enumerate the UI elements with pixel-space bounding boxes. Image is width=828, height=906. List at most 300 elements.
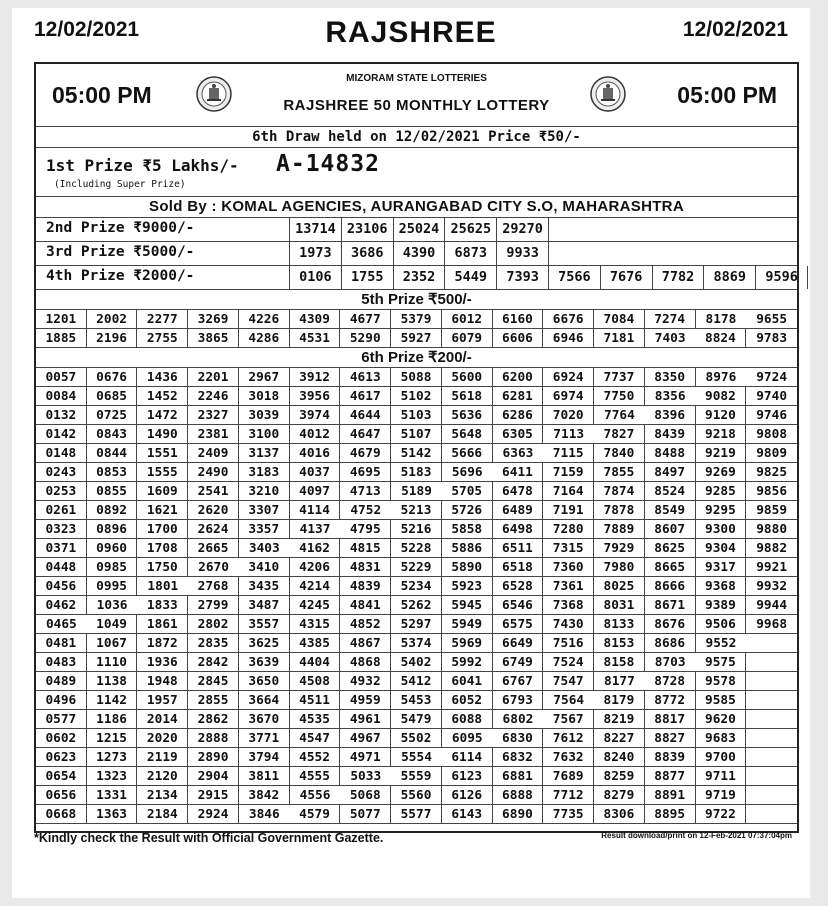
first-prize [36,148,797,197]
ticket-number-cell: 0656 [36,786,87,805]
ticket-number-cell: 2855 [188,691,239,710]
ticket-number-cell: 2381 [188,425,239,444]
ticket-number-cell: 1201 [36,310,87,329]
ticket-number-cell: 8306 [594,805,645,824]
ticket-number-cell: 1323 [87,767,138,786]
ticket-number-cell: 9317 [696,558,747,577]
ticket-number-cell: 0602 [36,729,87,748]
ticket-number-cell: 2184 [137,805,188,824]
ticket-number-cell: 1067 [87,634,138,653]
ticket-number-cell: 0371 [36,539,87,558]
ticket-number-cell: 3650 [239,672,290,691]
ticket-number-cell: 5142 [391,444,442,463]
ticket-number-cell: 4531 [290,329,341,348]
winning-number: 29270 [496,218,549,241]
ticket-number-cell: 0960 [87,539,138,558]
ticket-number-cell: 9506 [696,615,747,634]
winning-number: 3686 [341,242,393,265]
ticket-number-cell [746,710,797,729]
ticket-header [36,64,797,127]
ticket-number-cell: 8676 [645,615,696,634]
ticket-number-cell: 4286 [239,329,290,348]
ticket-number-cell: 4547 [290,729,341,748]
winning-number: 9596 [755,266,808,289]
ticket-number-cell: 6305 [493,425,544,444]
ticket-number-cell: 4556 [290,786,341,805]
ticket-number-cell: 0132 [36,406,87,425]
ticket-number-cell: 2755 [137,329,188,348]
ticket-number-cell: 1049 [87,615,138,634]
ticket-number-cell: 3137 [239,444,290,463]
ticket-number-cell: 4016 [290,444,341,463]
winning-number: 23106 [341,218,393,241]
ticket-number-cell: 6546 [493,596,544,615]
ticket-number-cell: 4617 [340,387,391,406]
ticket-number-cell: 7889 [594,520,645,539]
ticket-number-cell: 0462 [36,596,87,615]
ticket-number-cell: 3846 [239,805,290,824]
winning-number: 7676 [600,266,652,289]
ticket-number-cell: 3557 [239,615,290,634]
ticket-number-cell: 8177 [594,672,645,691]
ticket-number-cell: 1555 [137,463,188,482]
ticket-number-cell: 2888 [188,729,239,748]
ticket-number-cell [746,691,797,710]
ticket-number-cell: 4867 [340,634,391,653]
ticket-number-cell: 5502 [391,729,442,748]
ticket-number-cell: 5262 [391,596,442,615]
ticket-number-cell: 2541 [188,482,239,501]
ticket-number-cell: 7840 [594,444,645,463]
ticket-number-cell: 8976 [696,368,747,387]
ticket-number-cell: 1750 [137,558,188,577]
ticket-number-cell: 5890 [442,558,493,577]
sold-by: Sold By : KOMAL AGENCIES, AURANGABAD CITY S.O, MAHARASHTRA [36,197,797,218]
ticket-number-cell: 7516 [543,634,594,653]
ticket-number-cell: 5183 [391,463,442,482]
ticket-number-cell: 8153 [594,634,645,653]
winning-number: 1755 [341,266,393,289]
ticket-number-cell: 2842 [188,653,239,672]
result-sheet [12,8,810,898]
ticket-number-cell: 1036 [87,596,138,615]
winning-number: 7782 [652,266,704,289]
ticket-number-cell: 3435 [239,577,290,596]
ticket-number-cell: 7113 [543,425,594,444]
ticket-number-cell: 6881 [493,767,544,786]
ticket-number-cell: 6079 [442,329,493,348]
ticket-number-cell [746,729,797,748]
ticket-number-cell: 8607 [645,520,696,539]
ticket-number-cell: 4831 [340,558,391,577]
ticket-number-cell: 0855 [87,482,138,501]
ticket-number-cell: 0896 [87,520,138,539]
ticket-number-cell: 9368 [696,577,747,596]
ticket-number-cell: 2768 [188,577,239,596]
ticket-number-cell: 7632 [543,748,594,767]
ticket-number-cell: 7547 [543,672,594,691]
ticket-number-cell: 9882 [746,539,797,558]
ticket-number-cell: 6649 [493,634,544,653]
ticket-number-cell: 4815 [340,539,391,558]
ticket-number-cell: 2620 [188,501,239,520]
ticket-number-cell: 6143 [442,805,493,824]
ticket-number-cell: 6888 [493,786,544,805]
ticket-number-cell: 1472 [137,406,188,425]
ticket-number-cell: 2134 [137,786,188,805]
ticket-number-cell: 4037 [290,463,341,482]
ticket-number-cell: 3664 [239,691,290,710]
ticket-number-cell: 8219 [594,710,645,729]
ticket-number-cell: 8666 [645,577,696,596]
ticket-number-cell: 9968 [746,615,797,634]
ticket-number-cell: 3357 [239,520,290,539]
ticket-number-cell: 9722 [696,805,747,824]
ticket-number-cell: 9285 [696,482,747,501]
organization-name: MIZORAM STATE LOTTERIES [346,73,487,84]
ticket-number-cell: 8824 [696,329,747,348]
ticket-number-cell: 0995 [87,577,138,596]
ticket-number-cell: 8031 [594,596,645,615]
top-bar [12,8,810,62]
ticket-number-cell: 5559 [391,767,442,786]
ticket-number-cell: 5228 [391,539,442,558]
ticket-number-cell: 5103 [391,406,442,425]
ticket-number-cell: 6946 [543,329,594,348]
ticket-number-cell: 4137 [290,520,341,539]
ticket-number-cell: 6012 [442,310,493,329]
ticket-number-cell: 0243 [36,463,87,482]
ticket-number-cell: 4315 [290,615,341,634]
ticket-number-cell: 3912 [290,368,341,387]
ticket-number-cell: 6281 [493,387,544,406]
ticket-number-cell: 6974 [543,387,594,406]
ticket-number-cell: 7274 [645,310,696,329]
ticket-number-cell: 9585 [696,691,747,710]
ticket-number-cell: 7564 [543,691,594,710]
ticket-number-cell: 6793 [493,691,544,710]
ticket-number-cell: 4752 [340,501,391,520]
ticket-number-cell: 3956 [290,387,341,406]
ticket-number-cell: 7084 [594,310,645,329]
ticket-number-cell: 4695 [340,463,391,482]
ticket-number-cell: 2246 [188,387,239,406]
ticket-number-cell: 3865 [188,329,239,348]
ticket-number-cell: 7855 [594,463,645,482]
ticket-number-cell: 1801 [137,577,188,596]
ticket-number-cell: 9809 [746,444,797,463]
ticket-number-cell: 9389 [696,596,747,615]
ticket-number-cell: 0843 [87,425,138,444]
ticket-number-cell: 5886 [442,539,493,558]
prize-rows [36,218,797,290]
first-prize-label: 1st Prize ₹5 Lakhs/- [46,156,239,175]
ticket-number-cell: 2002 [87,310,138,329]
ticket-number-cell: 6286 [493,406,544,425]
ticket-number-cell: 5102 [391,387,442,406]
ticket-number-cell: 5858 [442,520,493,539]
ticket-number-cell: 4404 [290,653,341,672]
ticket-number-cell: 1872 [137,634,188,653]
ticket-number-cell: 8524 [645,482,696,501]
draw-time-left: 05:00 PM [52,82,152,108]
ticket-number-cell: 8895 [645,805,696,824]
ticket-number-cell: 7164 [543,482,594,501]
ticket-number-cell: 6411 [493,463,544,482]
ticket-number-cell: 1110 [87,653,138,672]
ticket-number-cell: 7368 [543,596,594,615]
ticket-number-cell: 7980 [594,558,645,577]
sixth-prize-title: 6th Prize ₹200/- [36,348,797,368]
first-prize-note: (Including Super Prize) [54,179,186,190]
print-info: Result download/print on 12-Feb-2021 07:37:04pm [601,831,792,840]
ticket-number-cell: 3403 [239,539,290,558]
ticket-number-cell: 6095 [442,729,493,748]
ticket-number-cell: 7737 [594,368,645,387]
ticket-number-cell: 4245 [290,596,341,615]
ticket-number-cell: 4644 [340,406,391,425]
ticket-number-cell: 7315 [543,539,594,558]
ticket-number-cell [746,748,797,767]
ticket-number-cell: 5229 [391,558,442,577]
ticket-number-cell: 1700 [137,520,188,539]
ticket-number-cell: 7874 [594,482,645,501]
ticket-number-cell: 3018 [239,387,290,406]
ticket-number-cell: 8728 [645,672,696,691]
winning-number: 25625 [444,218,496,241]
ticket-number-cell: 6832 [493,748,544,767]
winning-number: 25024 [393,218,445,241]
ticket-number-cell: 8703 [645,653,696,672]
ticket-number-cell: 1186 [87,710,138,729]
ticket-number-cell: 0489 [36,672,87,691]
ticket-number-cell: 1142 [87,691,138,710]
ticket-number-cell: 9724 [746,368,797,387]
ticket-number-cell: 9700 [696,748,747,767]
ticket-number-cell: 6126 [442,786,493,805]
ticket-number-cell: 8396 [645,406,696,425]
ticket-number-cell: 1363 [87,805,138,824]
ticket-number-cell: 9655 [746,310,797,329]
ticket-number-cell: 3487 [239,596,290,615]
ticket-number-cell: 4613 [340,368,391,387]
ticket-number-cell: 9082 [696,387,747,406]
ticket-number-cell: 3811 [239,767,290,786]
ticket-number-cell: 7929 [594,539,645,558]
ticket-number-cell: 4852 [340,615,391,634]
ticket-number-cell: 5992 [442,653,493,672]
ticket-number-cell: 5923 [442,577,493,596]
fifth-prize-title: 5th Prize ₹500/- [36,290,797,310]
ticket-number-cell: 4214 [290,577,341,596]
result-frame [34,62,799,833]
ticket-number-cell: 7159 [543,463,594,482]
ticket-number-cell: 8439 [645,425,696,444]
prize-label: 3rd Prize ₹5000/- [46,244,195,260]
ticket-number-cell: 4555 [290,767,341,786]
ticket-number-cell: 7750 [594,387,645,406]
ticket-number-cell: 0448 [36,558,87,577]
ticket-number-cell: 8133 [594,615,645,634]
ticket-number-cell: 0253 [36,482,87,501]
ticket-number-cell: 6498 [493,520,544,539]
ticket-number-cell: 4868 [340,653,391,672]
ticket-number-cell: 2409 [188,444,239,463]
ticket-number-cell: 4552 [290,748,341,767]
ticket-number-cell: 2835 [188,634,239,653]
ticket-number-cell: 4114 [290,501,341,520]
ticket-number-cell: 9740 [746,387,797,406]
ticket-number-cell: 9269 [696,463,747,482]
winning-number: 6873 [444,242,496,265]
ticket-number-cell: 6890 [493,805,544,824]
lottery-name: RAJSHREE 50 MONTHLY LOTTERY [283,97,550,114]
ticket-number-cell [746,805,797,824]
ticket-number-cell: 0142 [36,425,87,444]
ticket-number-cell: 3670 [239,710,290,729]
ticket-number-cell: 4012 [290,425,341,444]
prize-row [36,218,797,242]
ticket-number-cell: 8671 [645,596,696,615]
ticket-number-cell: 2845 [188,672,239,691]
ticket-number-cell: 5705 [442,482,493,501]
winning-number: 7566 [548,266,600,289]
ticket-number-cell: 7712 [543,786,594,805]
ticket-number-cell: 0725 [87,406,138,425]
ticket-number-cell: 6088 [442,710,493,729]
draw-info: 6th Draw held on 12/02/2021 Price ₹50/- [36,127,797,148]
ticket-number-cell: 5577 [391,805,442,824]
ticket-number-cell: 2670 [188,558,239,577]
ticket-number-cell: 9921 [746,558,797,577]
ticket-number-cell: 3794 [239,748,290,767]
ticket-number-cell: 6052 [442,691,493,710]
ticket-number-cell: 7360 [543,558,594,577]
ticket-number-cell: 7020 [543,406,594,425]
ticket-number-cell: 8179 [594,691,645,710]
ticket-number-cell: 1621 [137,501,188,520]
ticket-number-cell: 9295 [696,501,747,520]
draw-date-right: 12/02/2021 [682,18,788,41]
ticket-number-cell: 8178 [696,310,747,329]
ticket-number-cell: 7191 [543,501,594,520]
ticket-number-cell: 1609 [137,482,188,501]
ticket-number-cell: 2277 [137,310,188,329]
ticket-number-cell: 1957 [137,691,188,710]
ticket-number-cell: 3210 [239,482,290,501]
ticket-number-cell: 0057 [36,368,87,387]
ticket-number-cell: 5554 [391,748,442,767]
ticket-number-cell: 9880 [746,520,797,539]
ticket-number-cell: 5107 [391,425,442,444]
ticket-number-cell: 6575 [493,615,544,634]
ticket-number-cell: 5618 [442,387,493,406]
ticket-number-cell: 5068 [340,786,391,805]
ticket-number-cell: 2915 [188,786,239,805]
ticket-number-cell: 4839 [340,577,391,596]
ticket-number-cell: 2665 [188,539,239,558]
ticket-number-cell: 2904 [188,767,239,786]
ticket-number-cell: 5297 [391,615,442,634]
ticket-number-cell: 1273 [87,748,138,767]
prize-numbers [289,266,808,289]
prize-label: 4th Prize ₹2000/- [46,268,195,284]
ticket-number-cell: 1885 [36,329,87,348]
ticket-number-cell: 5402 [391,653,442,672]
ticket-number-cell: 0483 [36,653,87,672]
ticket-number-cell: 0456 [36,577,87,596]
ticket-number-cell: 7403 [645,329,696,348]
ticket-number-cell: 5600 [442,368,493,387]
ticket-number-cell: 9683 [696,729,747,748]
winning-number: 1973 [289,242,341,265]
ticket-number-cell: 5216 [391,520,442,539]
ticket-number-cell: 2201 [188,368,239,387]
ticket-number-cell: 1436 [137,368,188,387]
ticket-number-cell: 6200 [493,368,544,387]
prize-row [36,266,797,290]
ticket-number-cell: 8279 [594,786,645,805]
ticket-number-cell: 3039 [239,406,290,425]
winning-number: 4390 [393,242,445,265]
ticket-number-cell: 5412 [391,672,442,691]
ticket-number-cell: 4959 [340,691,391,710]
ticket-number-cell: 2490 [188,463,239,482]
ticket-number-cell: 4206 [290,558,341,577]
ticket-number-cell [746,672,797,691]
ticket-number-cell: 4385 [290,634,341,653]
ticket-number-cell: 4511 [290,691,341,710]
ticket-number-cell: 6363 [493,444,544,463]
ticket-number-cell: 0676 [87,368,138,387]
ticket-number-cell: 7567 [543,710,594,729]
ticket-number-cell: 4795 [340,520,391,539]
ticket-number-cell: 6489 [493,501,544,520]
ticket-number-cell: 2799 [188,596,239,615]
ticket-number-cell: 5374 [391,634,442,653]
ticket-number-cell: 5696 [442,463,493,482]
ticket-number-cell: 5077 [340,805,391,824]
ticket-number-cell: 3269 [188,310,239,329]
ticket-number-cell: 7735 [543,805,594,824]
ticket-number-cell: 0654 [36,767,87,786]
ticket-number-cell: 2624 [188,520,239,539]
ticket-number-cell: 9944 [746,596,797,615]
ticket-number-cell: 0685 [87,387,138,406]
ticket-number-cell: 1551 [137,444,188,463]
ticket-number-cell: 9552 [696,634,747,653]
ticket-number-cell: 6802 [493,710,544,729]
first-prize-ticket: A-14832 [276,151,380,177]
sixth-prize-grid [36,368,797,824]
ticket-number-cell: 5379 [391,310,442,329]
ticket-number-cell: 6518 [493,558,544,577]
ticket-number-cell: 4535 [290,710,341,729]
ticket-number-cell: 2862 [188,710,239,729]
ticket-number-cell: 4713 [340,482,391,501]
prize-label: 2nd Prize ₹9000/- [46,220,195,236]
ticket-number-cell: 0668 [36,805,87,824]
ticket-number-cell: 4677 [340,310,391,329]
ticket-number-cell: 4679 [340,444,391,463]
ticket-number-cell: 9859 [746,501,797,520]
ticket-number-cell: 3100 [239,425,290,444]
ticket-number-cell [746,634,797,653]
ticket-number-cell: 9300 [696,520,747,539]
ticket-number-cell: 3974 [290,406,341,425]
winning-number: 9933 [496,242,549,265]
lottery-title: RAJSHREE [325,16,497,49]
